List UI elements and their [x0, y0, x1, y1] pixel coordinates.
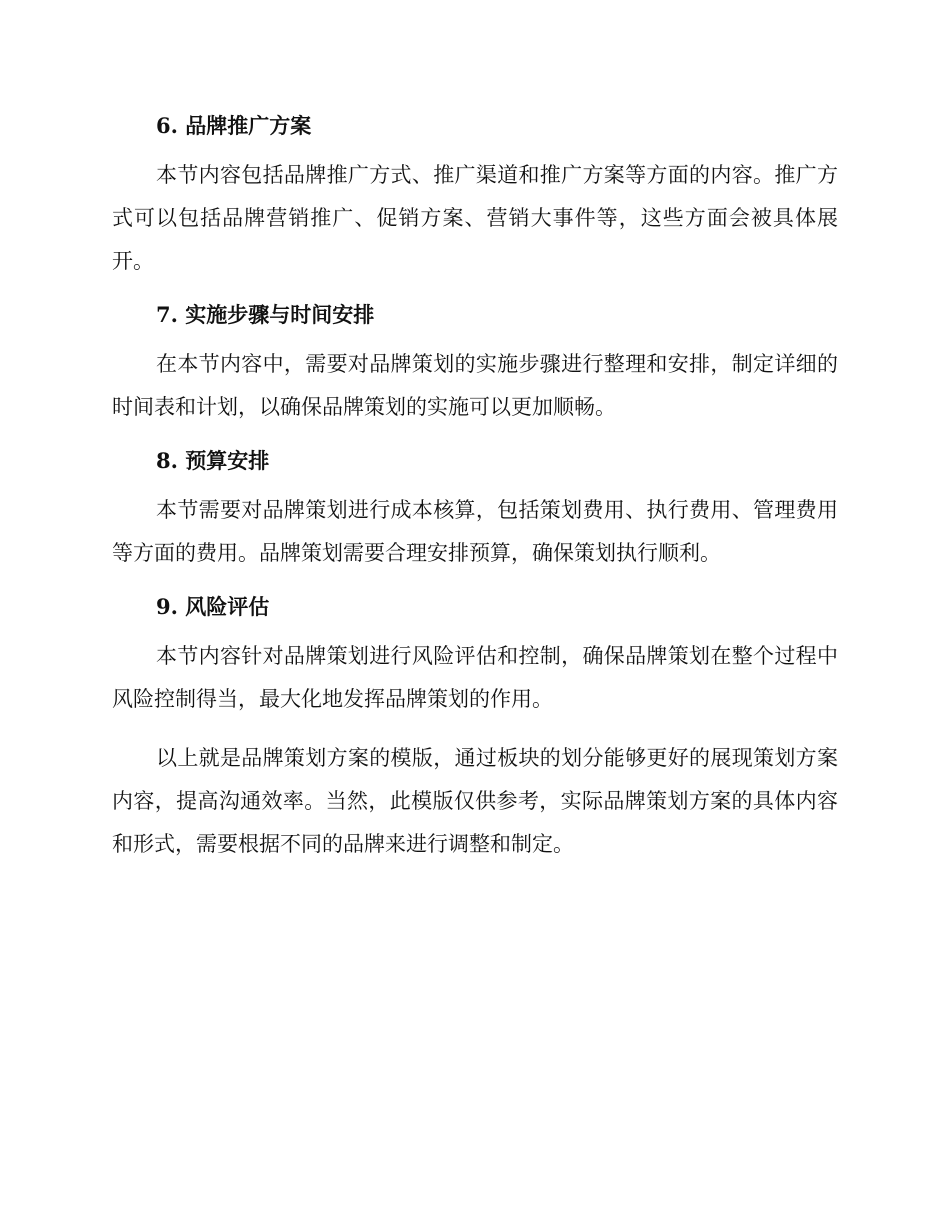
section-paragraph: 本节内容针对品牌策划进行风险评估和控制，确保品牌策划在整个过程中风险控制得当，最大化地发挥品牌策划的作用。 — [112, 644, 838, 711]
section-heading: 9. 风险评估 — [156, 594, 270, 619]
section-brand-promotion — [112, 110, 838, 283]
section-implementation-schedule — [112, 299, 838, 429]
section-risk-assessment — [112, 591, 838, 721]
section-paragraph: 本节需要对品牌策划进行成本核算，包括策划费用、执行费用、管理费用等方面的费用。品牌策划需要合理安排预算，确保策划执行顺利。 — [112, 498, 838, 565]
section-budget — [112, 445, 838, 575]
section-heading: 6. 品牌推广方案 — [156, 113, 312, 138]
section-paragraph: 本节内容包括品牌推广方式、推广渠道和推广方案等方面的内容。推广方式可以包括品牌营销推广、促销方案、营销大事件等，这些方面会被具体展开。 — [112, 163, 838, 273]
section-heading: 8. 预算安排 — [156, 448, 270, 473]
closing-paragraph: 以上就是品牌策划方案的模版，通过板块的划分能够更好的展现策划方案内容，提高沟通效率。当然，此模版仅供参考，实际品牌策划方案的具体内容和形式，需要根据不同的品牌来进行调整和制定。 — [112, 746, 838, 856]
section-heading: 7. 实施步骤与时间安排 — [156, 302, 375, 327]
document-content — [112, 110, 838, 882]
section-paragraph: 在本节内容中，需要对品牌策划的实施步骤进行整理和安排，制定详细的时间表和计划，以确保品牌策划的实施可以更加顺畅。 — [112, 352, 838, 419]
